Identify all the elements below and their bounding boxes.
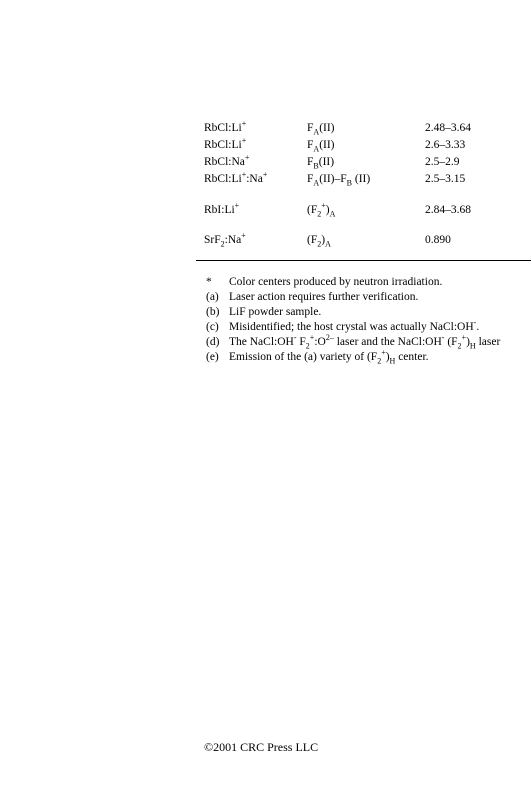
footnote-text: Misidentified; the host crystal was actually NaCl:OH-.: [229, 318, 480, 333]
footnote-text: Color centers produced by neutron irradiation.: [229, 276, 443, 288]
center-cell: $F_A(II)$: [307, 122, 335, 137]
table-row: [0, 232, 531, 248]
footnote: [0, 275, 531, 290]
crystal-cell: RbCl:Na+: [204, 153, 250, 168]
footnote-mark: (d): [206, 336, 220, 348]
footnote: [0, 305, 531, 320]
footnote-mark: (e): [206, 351, 219, 363]
center-cell: $F_B(II)$: [307, 156, 335, 171]
table-row: [0, 137, 531, 153]
crystal-cell: RbCl:Li+: [204, 136, 247, 151]
crystal-cell: RbCl:Li+: [204, 119, 247, 134]
footnote-text: Emission of the (a) variety of $(F_2^+)_H$ center.: [229, 348, 429, 366]
table-row: [0, 202, 531, 218]
footnote-text: Laser action requires further verification.: [229, 291, 419, 303]
crystal-cell: RbI:Li+: [204, 201, 240, 216]
table-row: [0, 154, 531, 170]
range-cell: 2.84–3.68: [425, 204, 471, 216]
center-cell: $F_A(II)$: [307, 139, 335, 154]
copyright-footer: ©2001 CRC Press LLC: [204, 740, 319, 754]
footnote-text: The NaCl:OH- $F_2^+:O^{2-}$ laser and the NaCl:OH- $(F_2^+)_H$ laser: [229, 333, 501, 351]
crystal-cell: RbCl:Li+:Na+: [204, 170, 268, 185]
footnote-mark: *: [206, 276, 212, 288]
range-cell: 2.5–3.15: [425, 173, 466, 185]
table-row: [0, 171, 531, 187]
center-cell: $F_A(II)-F_B$ (II): [307, 173, 371, 188]
range-cell: 2.48–3.64: [425, 122, 471, 134]
range-cell: 0.890: [425, 234, 451, 246]
crystal-cell: SrF$_2$:Na+: [204, 231, 246, 249]
table-bottom-rule: [196, 260, 531, 261]
footnote-mark: (b): [206, 306, 220, 318]
footnote: [0, 290, 531, 305]
footnote-mark: (a): [206, 291, 219, 303]
range-cell: 2.5–2.9: [425, 156, 460, 168]
range-cell: 2.6–3.33: [425, 139, 466, 151]
center-cell: $(F_2)_A$: [307, 234, 331, 249]
footnote-text: LiF powder sample.: [229, 306, 322, 318]
center-cell: $(F_2^+)_A$: [307, 201, 336, 219]
footnote-mark: (c): [206, 321, 219, 333]
footnote: [0, 335, 531, 350]
table-row: [0, 120, 531, 136]
footnote: [0, 350, 531, 365]
footnote: [0, 320, 531, 335]
